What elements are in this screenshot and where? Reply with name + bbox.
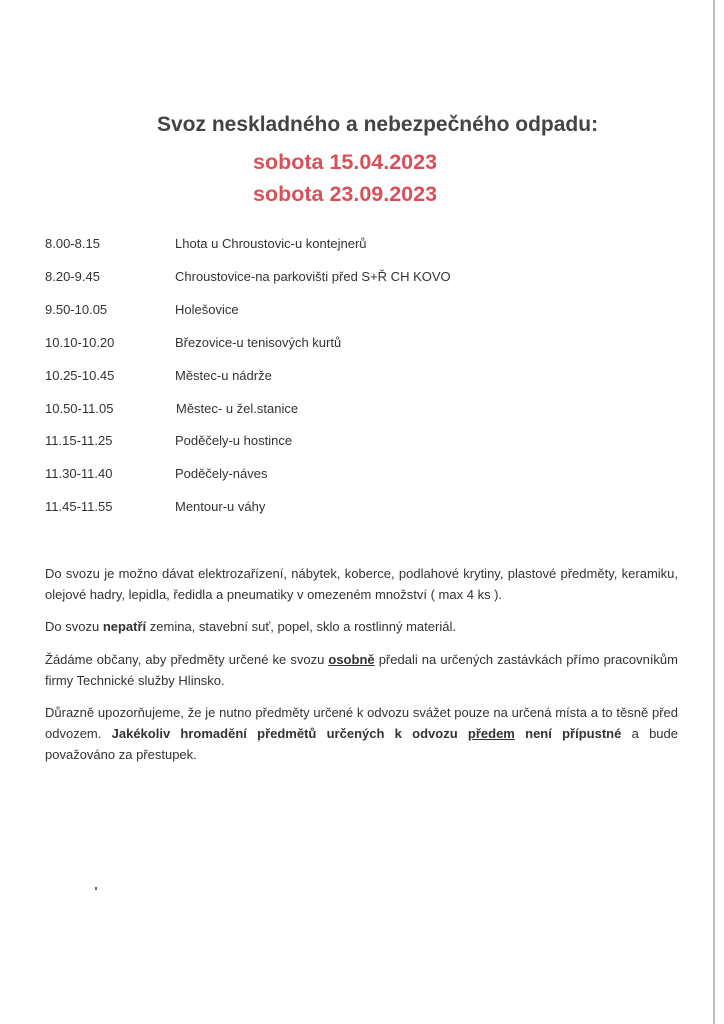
- schedule-place: Městec-u nádrže: [175, 368, 272, 383]
- schedule-time: 10.25-10.45: [45, 368, 115, 383]
- schedule-place: Mentour-u váhy: [175, 499, 266, 514]
- schedule-time: 11.30-11.40: [45, 466, 113, 481]
- warning-paragraph: [45, 702, 678, 765]
- schedule-time: 9.50-10.05: [45, 302, 108, 317]
- text-run: Do svozu: [45, 619, 103, 634]
- handover-paragraph: [45, 649, 678, 691]
- schedule-time: 11.45-11.55: [45, 499, 113, 514]
- schedule-time: 11.15-11.25: [45, 433, 113, 448]
- text-run: zemina, stavební suť, popel, sklo a rostlinný materiál.: [146, 619, 456, 634]
- schedule-place: Městec- u žel.stanice: [176, 401, 299, 416]
- schedule-time: 10.50-11.05: [45, 401, 114, 416]
- text-run: Žádáme občany, aby předměty určené ke svozu: [45, 652, 329, 667]
- schedule-time: 8.20-9.45: [45, 269, 100, 284]
- accepted-items-paragraph: Do svozu je možno dávat elektrozařízení, nábytek, koberce, podlahové krytiny, plastové předměty, keramiku, olejové hadry, lepidla, ředidla a pneumatiky v omezeném množství ( max 4 ks ).: [45, 566, 678, 602]
- warning-bold-1: Jakékoliv hromadění předmětů určených k odvozu: [111, 726, 468, 741]
- text-run: Důrazně upozorňujeme, že je nutno předměty určené k odvozu svážet pouze na určená místa a to těsně před odvozem.: [45, 705, 678, 741]
- schedule-place: Lhota u Chroustovic-u kontejnerů: [175, 236, 367, 251]
- schedule-time: 10.10-10.20: [45, 335, 115, 350]
- schedule-place: Poděčely-u hostince: [175, 433, 293, 448]
- document-title: Svoz neskladného a nebezpečného odpadu:: [157, 113, 599, 136]
- excluded-items-paragraph: [45, 616, 678, 637]
- warning-bold-2: není přípustné: [514, 726, 622, 741]
- schedule-time: 8.00-8.15: [45, 236, 100, 251]
- emphasis-personally: osobně: [328, 652, 375, 667]
- text-run: a bude považováno za přestupek.: [45, 726, 679, 762]
- schedule-place: Chroustovice-na parkovišti před S+Ř CH KOVO: [175, 269, 451, 284]
- collection-date-2: sobota 23.09.2023: [253, 182, 438, 206]
- collection-date-1: sobota 15.04.2023: [253, 150, 438, 174]
- text-run: předali na určených zastávkách přímo pracovníkům firmy Technické služby Hlinsko.: [45, 652, 678, 688]
- emphasis-in-advance: předem: [467, 726, 515, 741]
- schedule-place: Poděčely-náves: [175, 466, 268, 481]
- schedule-place: Březovice-u tenisových kurtů: [175, 335, 342, 350]
- scan-dot: [95, 887, 97, 890]
- schedule-place: Holešovice: [175, 302, 239, 317]
- emphasis-not-allowed: nepatří: [102, 619, 147, 634]
- scan-edge-line: [713, 0, 715, 1024]
